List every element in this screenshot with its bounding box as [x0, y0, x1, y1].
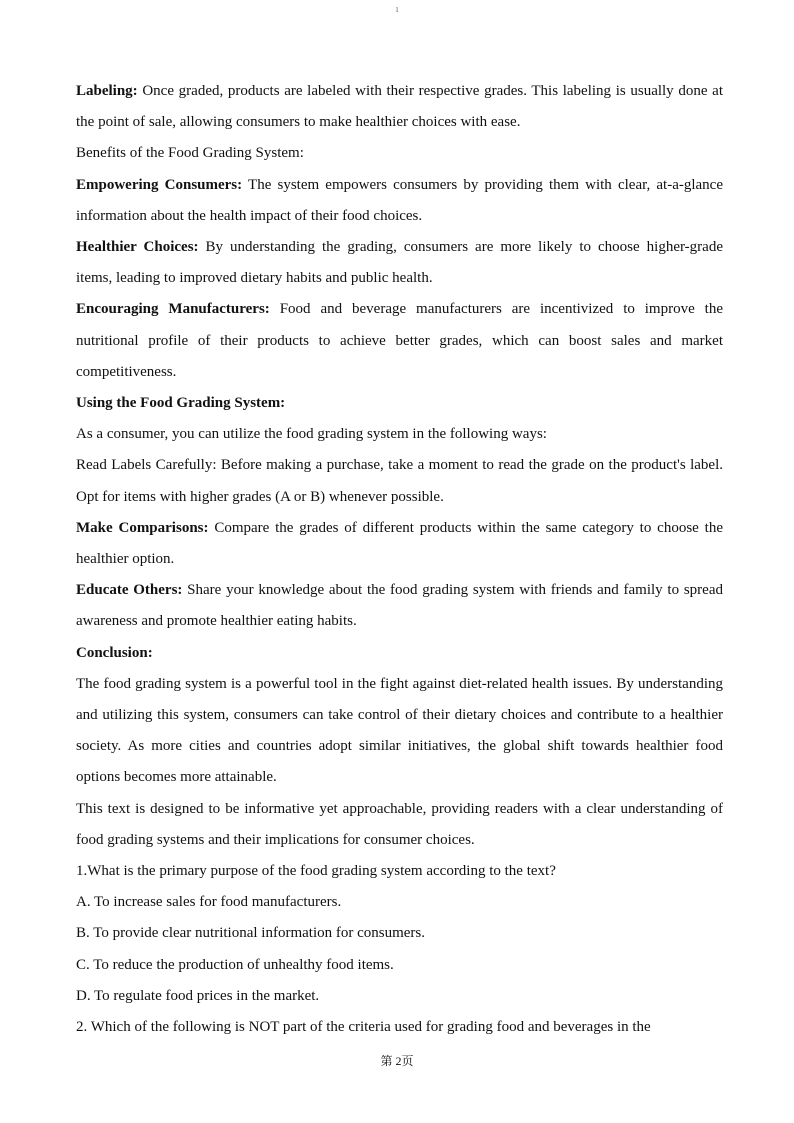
section-heading-using-system [76, 388, 723, 419]
paragraph-text: By understanding the grading, consumers are more likely to choose higher-grade items, leading to improved dietary habits and public health. [76, 239, 723, 287]
paragraph-encouraging-manufacturers [76, 294, 723, 388]
question-1-option-a [76, 887, 723, 918]
paragraph-text: Read Labels Carefully: Before making a purchase, take a moment to read the grade on the product's label. Opt for items with higher grades (A or B) whenever possible. [76, 457, 723, 505]
question-1-option-b [76, 918, 723, 949]
paragraph-consumer-ways [76, 419, 723, 450]
paragraph-text: Share your knowledge about the food grading system with friends and family to spread awareness and promote healthier eating habits. [76, 582, 723, 630]
paragraph-text: A. To increase sales for food manufacturers. [76, 894, 342, 911]
paragraph-label: Healthier Choices: [76, 239, 199, 256]
paragraph-text: D. To regulate food prices in the market. [76, 987, 320, 1004]
paragraph-read-labels [76, 450, 723, 512]
question-1 [76, 856, 723, 887]
paragraph-label: Make Comparisons: [76, 519, 209, 536]
paragraph-text: C. To reduce the production of unhealthy food items. [76, 956, 394, 973]
paragraph-conclusion [76, 669, 723, 794]
paragraph-text: Benefits of the Food Grading System: [76, 145, 304, 162]
paragraph-text: Compare the grades of different products within the same category to choose the healthier option. [76, 519, 723, 568]
paragraph-label: Encouraging Manufacturers: [76, 301, 270, 318]
paragraph-text: B. To provide clear nutritional information for consumers. [76, 925, 426, 942]
paragraph-empowering-consumers [76, 170, 723, 232]
paragraph-healthier-choices [76, 232, 723, 294]
paragraph-text: As a consumer, you can utilize the food grading system in the following ways: [76, 426, 547, 443]
question-1-option-c [76, 950, 723, 981]
question-1-option-d [76, 981, 723, 1012]
section-heading-conclusion [76, 638, 723, 669]
paragraph-label: Empowering Consumers: [76, 176, 243, 193]
paragraph-label: Using the Food Grading System: [76, 395, 286, 412]
question-2 [76, 1012, 723, 1043]
paragraph-text: The food grading system is a powerful tool in the fight against diet-related health issues. By understanding and utilizing this system, consumers can take control of their dietary choices and contribute to a healthier society. As more cities and countries adopt similar initiatives, the global shift towards healthier food options becomes more attainable. [76, 675, 723, 786]
page-top-mark: 1 [395, 6, 399, 14]
paragraph-labeling [76, 76, 723, 138]
paragraph-benefits-heading [76, 138, 723, 169]
paragraph-text: Food and beverage manufacturers are incentivized to improve the nutritional profile of their products to achieve better grades, which can boost sales and market competitiveness. [76, 301, 723, 380]
paragraph-text: The system empowers consumers by providing them with clear, at-a-glance information about the health impact of their food choices. [76, 176, 723, 224]
paragraph-text: 1.What is the primary purpose of the food grading system according to the text? [76, 863, 556, 880]
paragraph-text: 2. Which of the following is NOT part of the criteria used for grading food and beverages in the [76, 1019, 651, 1036]
paragraph-label: Labeling: [76, 83, 138, 99]
document-body [76, 76, 723, 1043]
paragraph-label: Conclusion: [76, 644, 153, 661]
paragraph-text-note [76, 794, 723, 856]
paragraph-text: Once graded, products are labeled with their respective grades. This labeling is usually done at the point of sale, allowing consumers to make healthier choices with ease. [76, 83, 723, 131]
paragraph-label: Educate Others: [76, 582, 183, 599]
paragraph-make-comparisons [76, 513, 723, 575]
paragraph-text: This text is designed to be informative yet approachable, providing readers with a clear understanding of food grading systems and their implications for consumer choices. [76, 800, 723, 848]
paragraph-educate-others [76, 575, 723, 637]
page-number-footer: 第 2页 [380, 1054, 414, 1068]
